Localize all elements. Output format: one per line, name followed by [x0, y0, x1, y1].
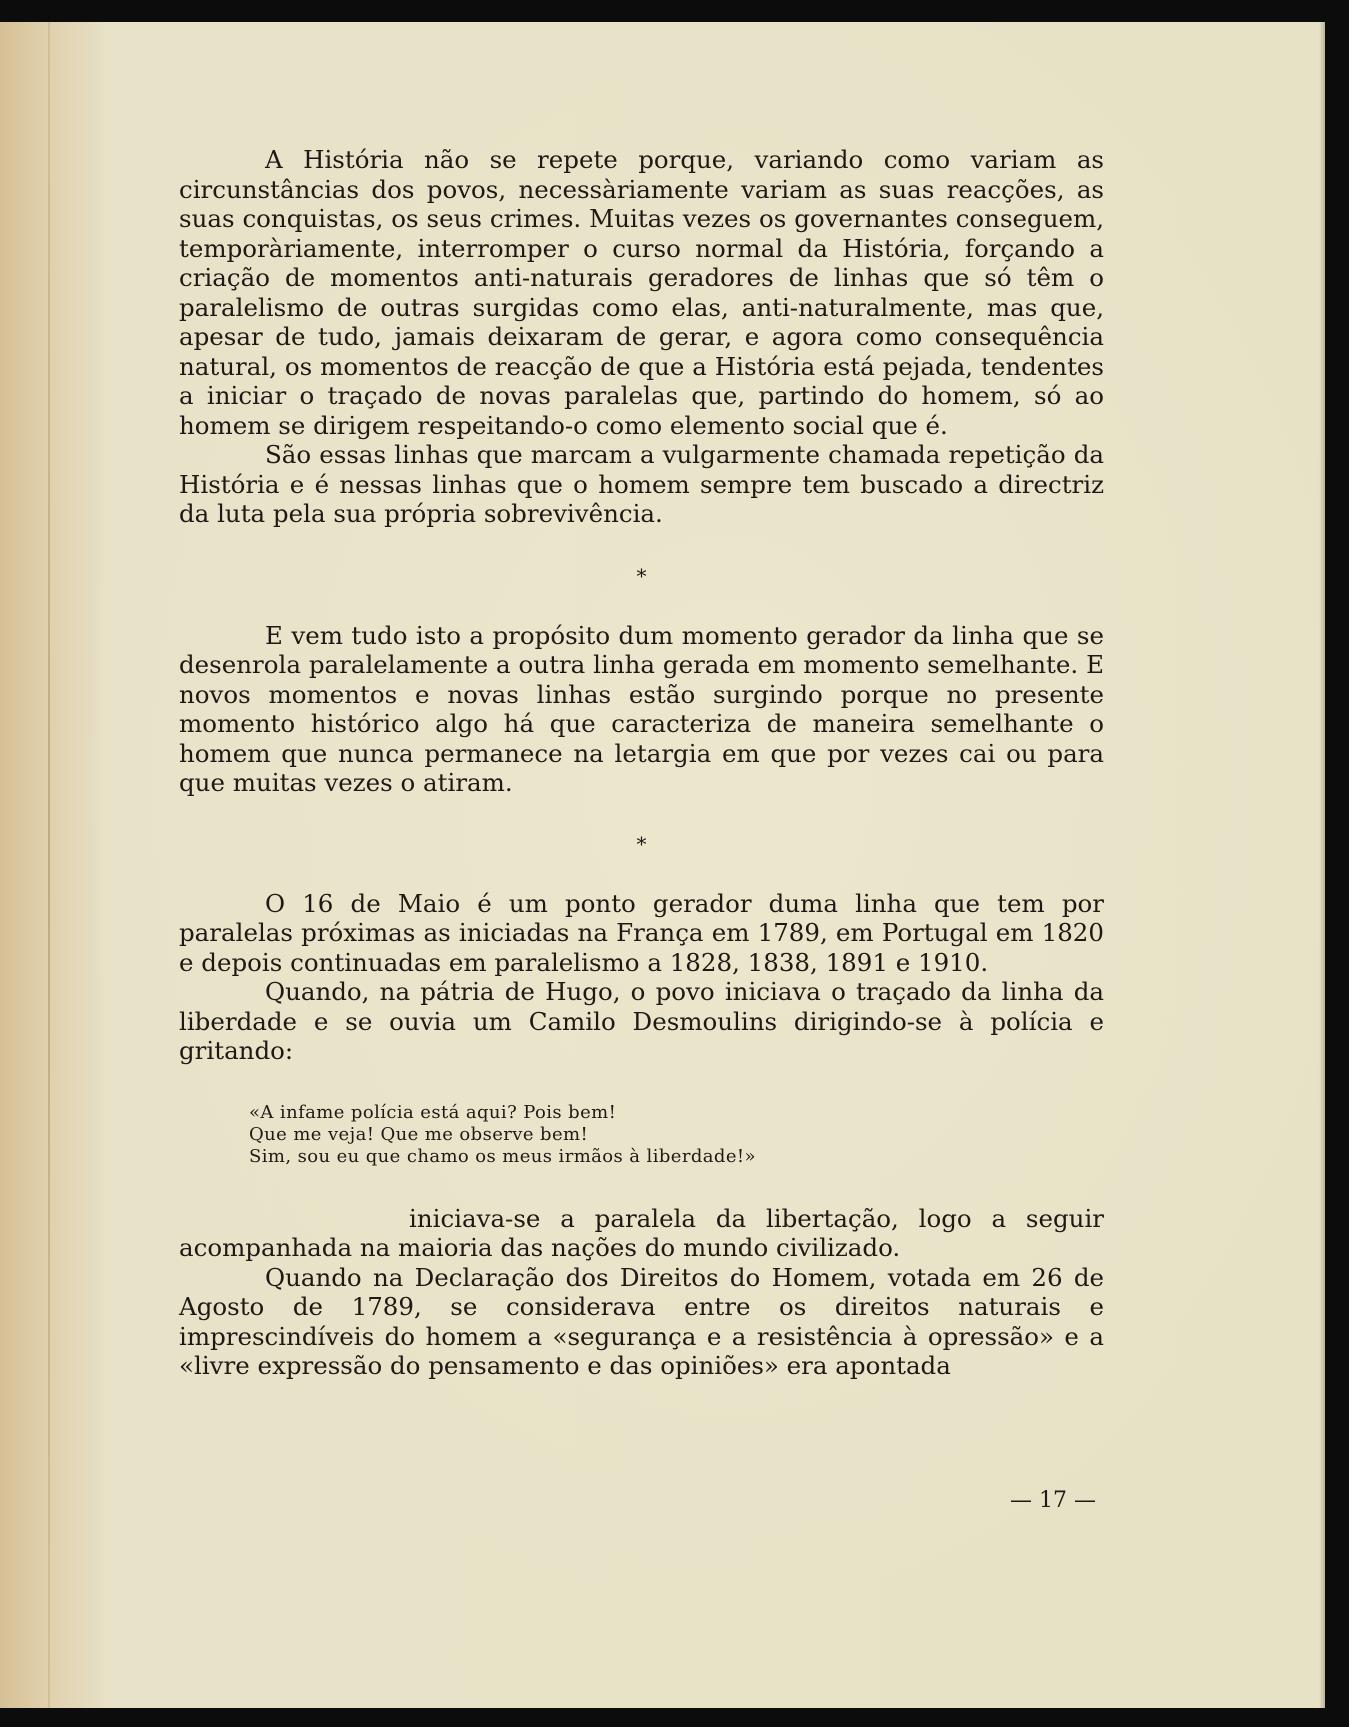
paragraph-2: São essas linhas que marcam a vulgarmente chamada repetição da História e é nessas linhas que o homem sempre tem buscado a directriz da luta pela sua própria sobrevivência. [179, 440, 1104, 528]
quote-line-2: Que me veja! Que me observe bem! [249, 1123, 589, 1145]
paragraph-5: Quando, na pátria de Hugo, o povo iniciava o traçado da linha da liberdade e se ouvia um Camilo Desmoulins dirigindo-se à polícia e gritando: [179, 977, 1104, 1065]
page-number: — 17 — [1010, 1488, 1096, 1513]
page-right-edge [1319, 22, 1325, 1708]
quote-line-3: Sim, sou eu que chamo os meus irmãos à liberdade!» [249, 1145, 756, 1167]
paragraph-1: A História não se repete porque, variando como variam as circunstâncias dos povos, necessàriamente variam as suas reacções, as suas conquistas, os seus crimes. Muitas vezes os governantes conseguem, temporàriamente, interromper o curso normal da História, forçando a criação de momentos anti-naturais geradores de linhas que só têm o paralelismo de outras surgidas como elas, anti-naturalmente, mas que, apesar de tudo, jamais deixaram de gerar, e agora como consequência natural, os momentos de reacção de que a História está pejada, tendentes a iniciar o traçado de novas paralelas que, partindo do homem, só ao homem se dirigem respeitando-o como elemento social que é. [179, 145, 1104, 440]
quote-line-1: «A infame polícia está aqui? Pois bem! [249, 1101, 617, 1123]
paragraph-4: O 16 de Maio é um ponto gerador duma linha que tem por paralelas próximas as iniciadas na França em 1789, em Portugal em 1820 e depois continuadas em paralelismo a 1828, 1838, 1891 e 1910. [179, 888, 1104, 977]
block-quote [249, 1102, 1104, 1168]
body-text [179, 145, 1104, 1381]
paragraph-3: E vem tudo isto a propósito dum momento gerador da linha que se desenrola paralelamente a outra linha gerada em momento semelhante. E novos momentos e novas linhas estão surgindo porque no presente momento histórico algo há que caracteriza de maneira semelhante o homem que nunca permanece na letargia em que por vezes cai ou para que muitas vezes o atiram. [179, 620, 1104, 797]
paragraph-6: iniciava-se a paralela da libertação, logo a seguir acompanhada na maioria das nações do mundo civilizado. [179, 1203, 1104, 1262]
section-separator-2: * [636, 831, 647, 856]
page-fold-line [48, 22, 50, 1708]
page-gutter [0, 22, 104, 1708]
paragraph-7: Quando na Declaração dos Direitos do Homem, votada em 26 de Agosto de 1789, se considerava entre os direitos naturais e imprescindíveis do homem a «segurança e a resistência à opressão» e a «livre expressão do pensamento e das opiniões» era apontada [179, 1262, 1104, 1380]
book-page [0, 22, 1325, 1708]
section-separator-1: * [636, 563, 647, 588]
